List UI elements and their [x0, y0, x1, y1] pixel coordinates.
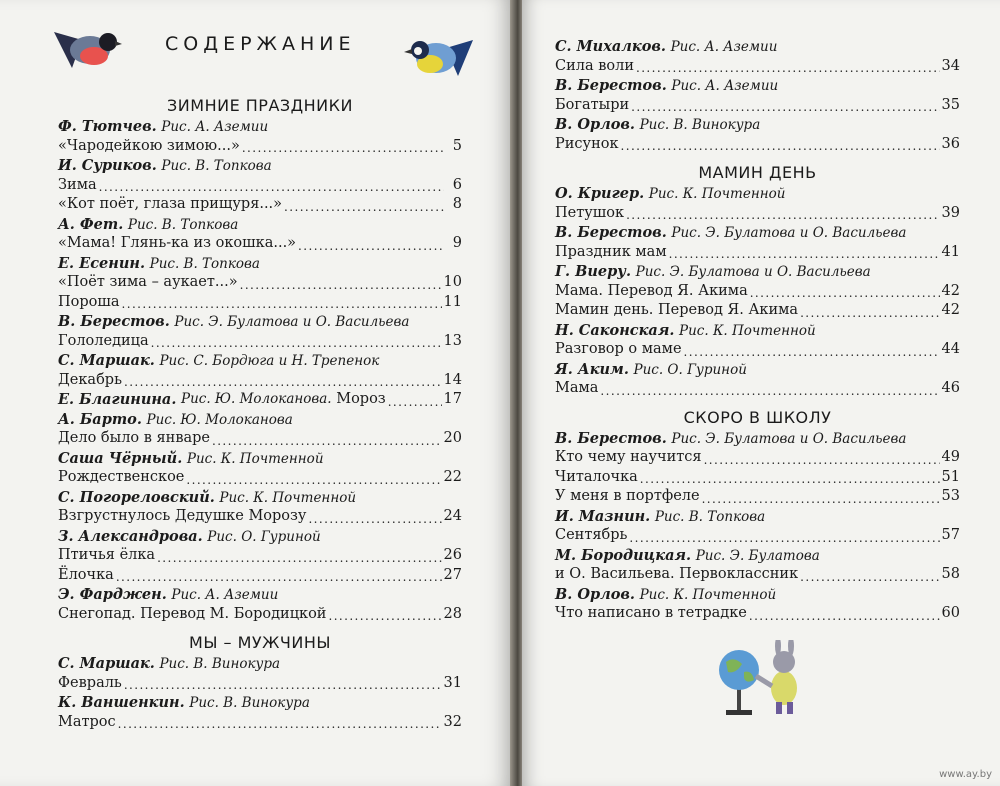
page-number: 20: [443, 430, 462, 446]
toc-entry: [58, 605, 462, 625]
author-line: [58, 585, 462, 605]
toc-entry: [555, 57, 960, 77]
dot-leader: [684, 344, 940, 360]
illustrator-credit: Рис. В. Топкова: [654, 508, 766, 525]
entry-title: «Мама! Глянь-ка из окошка...»: [58, 235, 297, 251]
author-name: В. Берестов.: [555, 77, 667, 94]
entry-title: Мамин день. Перевод Я. Акима: [555, 302, 799, 318]
section-heading: ЗИМНИЕ ПРАЗДНИКИ: [167, 96, 353, 115]
entry-title: Птичья ёлка: [58, 547, 156, 563]
toc-entry: [555, 604, 960, 624]
entry-title: Кто чему научится: [555, 449, 702, 465]
page-number: 14: [443, 371, 462, 388]
author-name: Я. Аким.: [555, 360, 629, 378]
dot-leader: [600, 383, 939, 399]
author-line: [555, 546, 960, 566]
page-number: 34: [941, 57, 960, 74]
toc-entry: [555, 448, 960, 468]
right-page: [522, 0, 1000, 786]
entry-title: У меня в портфеле: [555, 488, 700, 504]
illustrator-credit: Рис. В. Топкова: [161, 158, 272, 174]
toc-entry: [555, 96, 960, 116]
author-name: В. Берестов.: [555, 429, 667, 447]
illustrator-credit: Рис. В. Топкова: [127, 216, 239, 233]
dot-leader: [626, 207, 939, 223]
entry-title: Февраль: [58, 674, 122, 691]
toc-entry: [555, 526, 960, 546]
entry-title: Пороша: [58, 293, 120, 310]
illustrator-credit: Рис. К. Почтенной: [648, 186, 786, 202]
entry-title: Сила воли: [555, 57, 634, 74]
author-line: [58, 693, 462, 713]
entry-title: Снегопад. Перевод М. Бородицкой: [58, 605, 327, 622]
titmouse-illustration: [400, 30, 475, 80]
entry-title: Мороз: [336, 391, 386, 407]
illustrator-credit: Рис. А. Аземии: [161, 119, 269, 135]
toc-entry: [58, 390, 462, 410]
page-number: 32: [443, 713, 462, 730]
entry-title: Декабрь: [58, 371, 122, 388]
section-heading: МЫ – МУЖЧИНЫ: [189, 633, 331, 652]
author-line: [58, 449, 462, 469]
page-number: 42: [941, 302, 960, 318]
author-line: [58, 410, 462, 430]
author-name: Е. Есенин.: [58, 254, 145, 272]
toc-entry: [555, 340, 960, 360]
toc-entry: [555, 301, 960, 321]
page-number: 26: [443, 547, 462, 563]
page-number: 57: [941, 527, 960, 543]
entry-title: «Кот поёт, глаза прищуря...»: [58, 196, 283, 212]
author-name: Г. Виеру.: [555, 263, 631, 280]
author-line: [58, 351, 462, 371]
page-number: 58: [941, 566, 960, 582]
author-name: А. Фет.: [58, 215, 124, 233]
contents-right-column: [555, 37, 960, 624]
page-number: 49: [941, 449, 960, 465]
illustrator-credit: Рис. Ю. Молоканова: [146, 411, 293, 428]
toc-entry: [555, 204, 960, 224]
illustrator-credit: Рис. Э. Булатова и О. Васильева: [671, 430, 907, 447]
entry-title: и О. Васильева. Первоклассник: [555, 566, 799, 582]
entry-title: Богатыри: [555, 96, 630, 113]
illustrator-credit: Рис. К. Почтенной: [186, 450, 324, 467]
page-number: 6: [452, 176, 462, 193]
dot-leader: [151, 335, 442, 351]
page-number: 5: [452, 137, 462, 154]
author-line: [555, 585, 960, 605]
entry-title: Мама. Перевод Я. Акима: [555, 282, 748, 299]
toc-entry: [555, 379, 960, 399]
entry-title: Читалочка: [555, 468, 638, 485]
illustrator-credit: Рис. А. Аземии: [171, 587, 279, 603]
toc-entry: [555, 243, 960, 263]
dot-leader: [298, 238, 444, 254]
dot-leader: [640, 471, 940, 487]
illustrator-credit: Рис. В. Винокура: [639, 117, 761, 133]
author-line: [555, 360, 960, 380]
entry-title: Взгрустнулось Дедушке Морозу: [58, 508, 307, 524]
page-number: 39: [941, 204, 960, 221]
toc-entry: [58, 507, 462, 527]
dot-leader: [186, 472, 441, 488]
author-name: С. Маршак.: [58, 352, 155, 369]
illustrator-credit: Рис. Ю. Молоканова.: [180, 391, 332, 407]
author-name: К. Ваншенкин.: [58, 694, 185, 711]
dot-leader: [621, 138, 940, 154]
author-name: З. Александрова.: [58, 527, 203, 545]
toc-entry: [58, 137, 462, 157]
watermark: www.ay.by: [939, 769, 992, 780]
author-name: В. Орлов.: [555, 585, 635, 603]
author-name: С. Михалков.: [555, 38, 666, 55]
page-number: 9: [452, 235, 462, 251]
page-number: 17: [443, 391, 462, 407]
illustrator-credit: Рис. К. Почтенной: [639, 586, 777, 603]
entry-title: «Чародейкою зимою...»: [58, 137, 240, 154]
illustrator-credit: Рис. К. Почтенной: [679, 322, 816, 339]
illustrator-credit: Рис. А. Аземии: [670, 39, 778, 55]
toc-entry: [555, 468, 960, 488]
dot-leader: [212, 433, 442, 449]
illustrator-credit: Рис. Э. Булатова и О. Васильева: [635, 264, 871, 280]
toc-entry: [58, 713, 462, 733]
toc-entry: [58, 273, 462, 293]
page-number: 27: [443, 566, 462, 583]
dot-leader: [749, 608, 940, 624]
entry-title: Рисунок: [555, 135, 619, 152]
illustrator-credit: Рис. А. Аземии: [671, 78, 779, 94]
author-line: [58, 156, 462, 176]
dot-leader: [308, 511, 441, 527]
author-name: Н. Саконская.: [555, 321, 675, 339]
illustrator-credit: Рис. В. Топкова: [149, 255, 260, 272]
page-number: 35: [941, 96, 960, 113]
contents-left-column: [58, 95, 462, 732]
bullfinch-illustration: [52, 24, 122, 72]
illustrator-credit: Рис. В. Винокура: [159, 656, 281, 672]
toc-entry: [555, 135, 960, 155]
entry-title: Праздник мам: [555, 243, 667, 260]
author-line: [58, 312, 462, 332]
author-name: В. Берестов.: [58, 313, 170, 330]
section-heading: СКОРО В ШКОЛУ: [683, 407, 832, 427]
page-number: 60: [941, 605, 960, 621]
illustrator-credit: Рис. Э. Булатова и О. Васильева: [671, 225, 907, 241]
toc-entry: [58, 468, 462, 488]
dot-leader: [800, 569, 939, 585]
author-name: И. Суриков.: [58, 157, 157, 174]
spacer: [555, 154, 960, 162]
page-number: 41: [941, 243, 960, 260]
author-line: [58, 117, 462, 137]
dot-leader: [242, 140, 444, 156]
page-number: 31: [443, 674, 462, 691]
author-name: В. Берестов.: [555, 224, 667, 241]
toc-entry: [555, 487, 960, 507]
illustrator-credit: Рис. О. Гуриной: [207, 528, 321, 545]
page-number: 24: [443, 508, 462, 524]
author-line: [555, 321, 960, 341]
entry-title: Сентябрь: [555, 527, 628, 543]
author-line: [555, 262, 960, 282]
entry-title: Что написано в тетрадке: [555, 605, 747, 621]
author-line: [58, 488, 462, 508]
author-name: М. Бородицкая.: [555, 546, 692, 564]
dot-leader: [631, 99, 939, 115]
toc-entry: [58, 371, 462, 391]
dot-leader: [284, 199, 444, 215]
entry-title: Ёлочка: [58, 566, 114, 583]
author-line: [58, 254, 462, 274]
author-name: С. Маршак.: [58, 655, 155, 672]
dot-leader: [702, 491, 940, 507]
toc-entry: [58, 293, 462, 313]
author-line: [555, 184, 960, 204]
dot-leader: [328, 608, 441, 624]
dot-leader: [800, 305, 939, 321]
bunny-with-globe-illustration: [712, 640, 812, 720]
toc-entry: [58, 234, 462, 254]
entry-title: Гололедица: [58, 332, 149, 349]
dot-leader: [704, 452, 940, 468]
dot-leader: [157, 550, 441, 566]
page-number: 10: [443, 274, 462, 290]
author-line: [555, 76, 960, 96]
toc-entry: [58, 176, 462, 196]
entry-title: Зима: [58, 176, 97, 193]
toc-entry: [58, 674, 462, 694]
dot-leader: [636, 60, 940, 76]
author-name: Е. Благинина.: [58, 391, 177, 408]
author-name: О. Кригер.: [555, 185, 645, 202]
page-number: 13: [443, 332, 462, 349]
toc-entry: [58, 546, 462, 566]
author-name: А. Барто.: [58, 410, 142, 428]
page-number: 36: [941, 135, 960, 152]
spacer: [58, 624, 462, 632]
page-number: 53: [941, 488, 960, 504]
page-number: 28: [443, 605, 462, 622]
page-number: 46: [941, 380, 960, 396]
author-line: [58, 654, 462, 674]
entry-title: Дело было в январе: [58, 430, 210, 446]
page-number: 8: [452, 196, 462, 212]
entry-title: «Поёт зима – аукает...»: [58, 274, 238, 290]
author-name: И. Мазнин.: [555, 507, 651, 525]
toc-entry: [555, 565, 960, 585]
author-line: [555, 429, 960, 449]
dot-leader: [124, 374, 442, 390]
entry-title: Матрос: [58, 713, 116, 730]
toc-entry: [58, 195, 462, 215]
page-number: 51: [941, 468, 960, 485]
dot-leader: [388, 394, 442, 410]
dot-leader: [118, 716, 442, 732]
page-number: 44: [941, 341, 960, 357]
author-name: Ф. Тютчев.: [58, 118, 157, 135]
illustrator-credit: Рис. В. Винокура: [189, 695, 310, 711]
author-line: [58, 527, 462, 547]
author-line: [555, 507, 960, 527]
entry-title: Рождественское: [58, 469, 185, 485]
dot-leader: [240, 277, 442, 293]
illustrator-credit: Рис. С. Бордюга и Н. Трепенок: [159, 353, 380, 369]
dot-leader: [99, 179, 444, 195]
toc-entry: [58, 566, 462, 586]
dot-leader: [124, 677, 442, 693]
dot-leader: [116, 569, 442, 585]
entry-title: Мама: [555, 380, 599, 396]
entry-title: Петушок: [555, 204, 625, 221]
illustrator-credit: Рис. К. Почтенной: [219, 489, 357, 506]
author-line: [555, 115, 960, 135]
toc-entry: [58, 332, 462, 352]
page-number: 22: [443, 469, 462, 485]
section-heading: МАМИН ДЕНЬ: [698, 163, 817, 182]
dot-leader: [669, 246, 940, 262]
author-name: Э. Фарджен.: [58, 586, 167, 603]
author-line: [555, 37, 960, 57]
author-line: [555, 223, 960, 243]
dot-leader: [122, 296, 442, 312]
author-name: С. Погореловский.: [58, 488, 215, 506]
toc-entry: [58, 429, 462, 449]
author-name: В. Орлов.: [555, 116, 635, 133]
page-number: 42: [941, 282, 960, 299]
page-title: СОДЕРЖАНИЕ: [165, 33, 356, 55]
illustrator-credit: Рис. Э. Булатова: [695, 547, 820, 564]
illustrator-credit: Рис. Э. Булатова и О. Васильева: [174, 314, 410, 330]
dot-leader: [629, 530, 939, 546]
dot-leader: [750, 285, 940, 301]
page-number: 11: [443, 293, 462, 310]
toc-entry: [555, 282, 960, 302]
spacer: [555, 399, 960, 407]
illustrator-credit: Рис. О. Гуриной: [633, 361, 747, 378]
entry-title: Разговор о маме: [555, 341, 682, 357]
author-line: [58, 215, 462, 235]
author-name: Саша Чёрный.: [58, 449, 183, 467]
